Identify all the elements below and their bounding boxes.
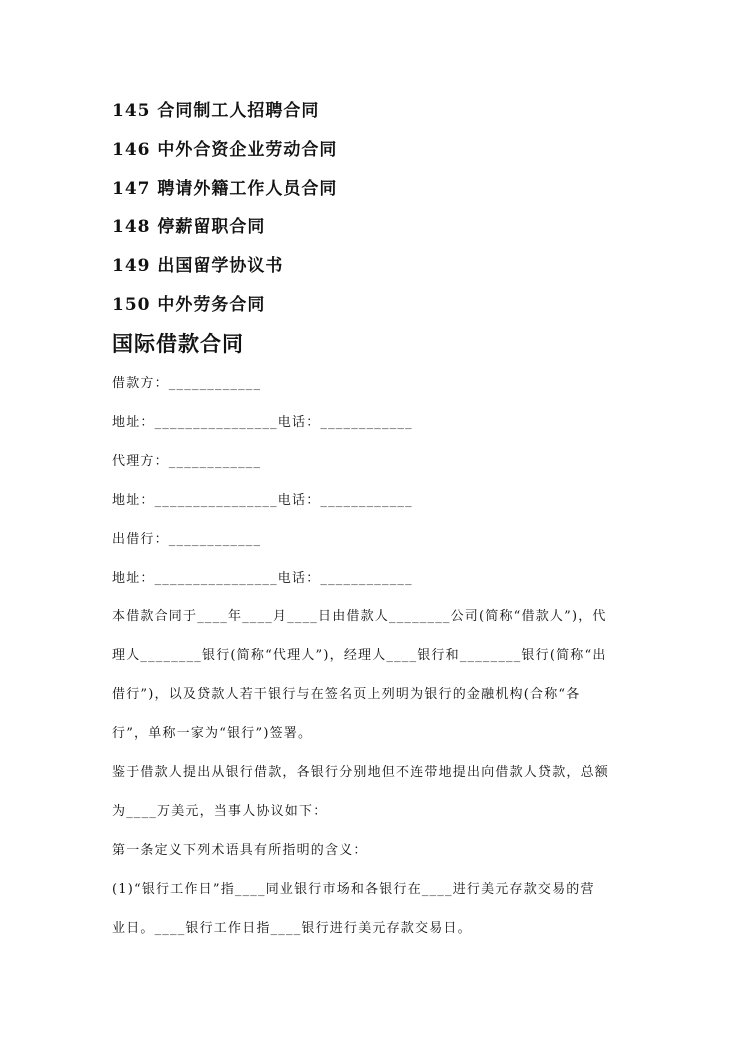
body-line: 本借款合同于____年____月____日由借款人________公司(简称“借款人”)，代 — [112, 609, 607, 625]
body-line: 出借行：____________ — [112, 531, 262, 547]
body-line: 借款方：____________ — [112, 376, 262, 391]
contract-list-item: 148 停薪留职合同 — [112, 217, 266, 238]
document-title: 国际借款合同 — [112, 331, 244, 356]
body-line: 为____万美元，当事人协议如下： — [112, 803, 328, 819]
contract-list-item: 145 合同制工人招聘合同 — [112, 101, 320, 121]
body-line: 第一条定义下列术语具有所指明的含义： — [112, 842, 368, 858]
contract-list-item: 149 出国留学协议书 — [112, 256, 284, 277]
body-line: 地址：________________电话：____________ — [112, 414, 413, 430]
body-line: 借行”)，以及贷款人若干银行与在签名页上列明为银行的金融机构(合称“各 — [112, 687, 581, 703]
body-line: 地址：________________电话：____________ — [112, 492, 413, 508]
body-line: 地址：________________电话：____________ — [112, 570, 413, 586]
body-line: 业日。____银行工作日指____银行进行美元存款交易日。 — [112, 920, 472, 936]
body-line: 理人________银行(简称“代理人”)，经理人____银行和________银行(简称“出 — [112, 648, 607, 664]
body-line: 鉴于借款人提出从银行借款，各银行分别地但不连带地提出向借款人贷款，总额 — [112, 765, 610, 780]
body-line: 行”，单称一家为“银行”)签署。 — [112, 726, 313, 742]
body-line: (1)“银行工作日”指____同业银行市场和各银行在____进行美元存款交易的营 — [112, 881, 595, 897]
contract-list-item: 147 聘请外籍工作人员合同 — [112, 178, 338, 199]
body-line: 代理方：____________ — [112, 453, 262, 469]
contract-list-item: 150 中外劳务合同 — [112, 295, 266, 315]
contract-list-item: 146 中外合资企业劳动合同 — [112, 139, 338, 160]
